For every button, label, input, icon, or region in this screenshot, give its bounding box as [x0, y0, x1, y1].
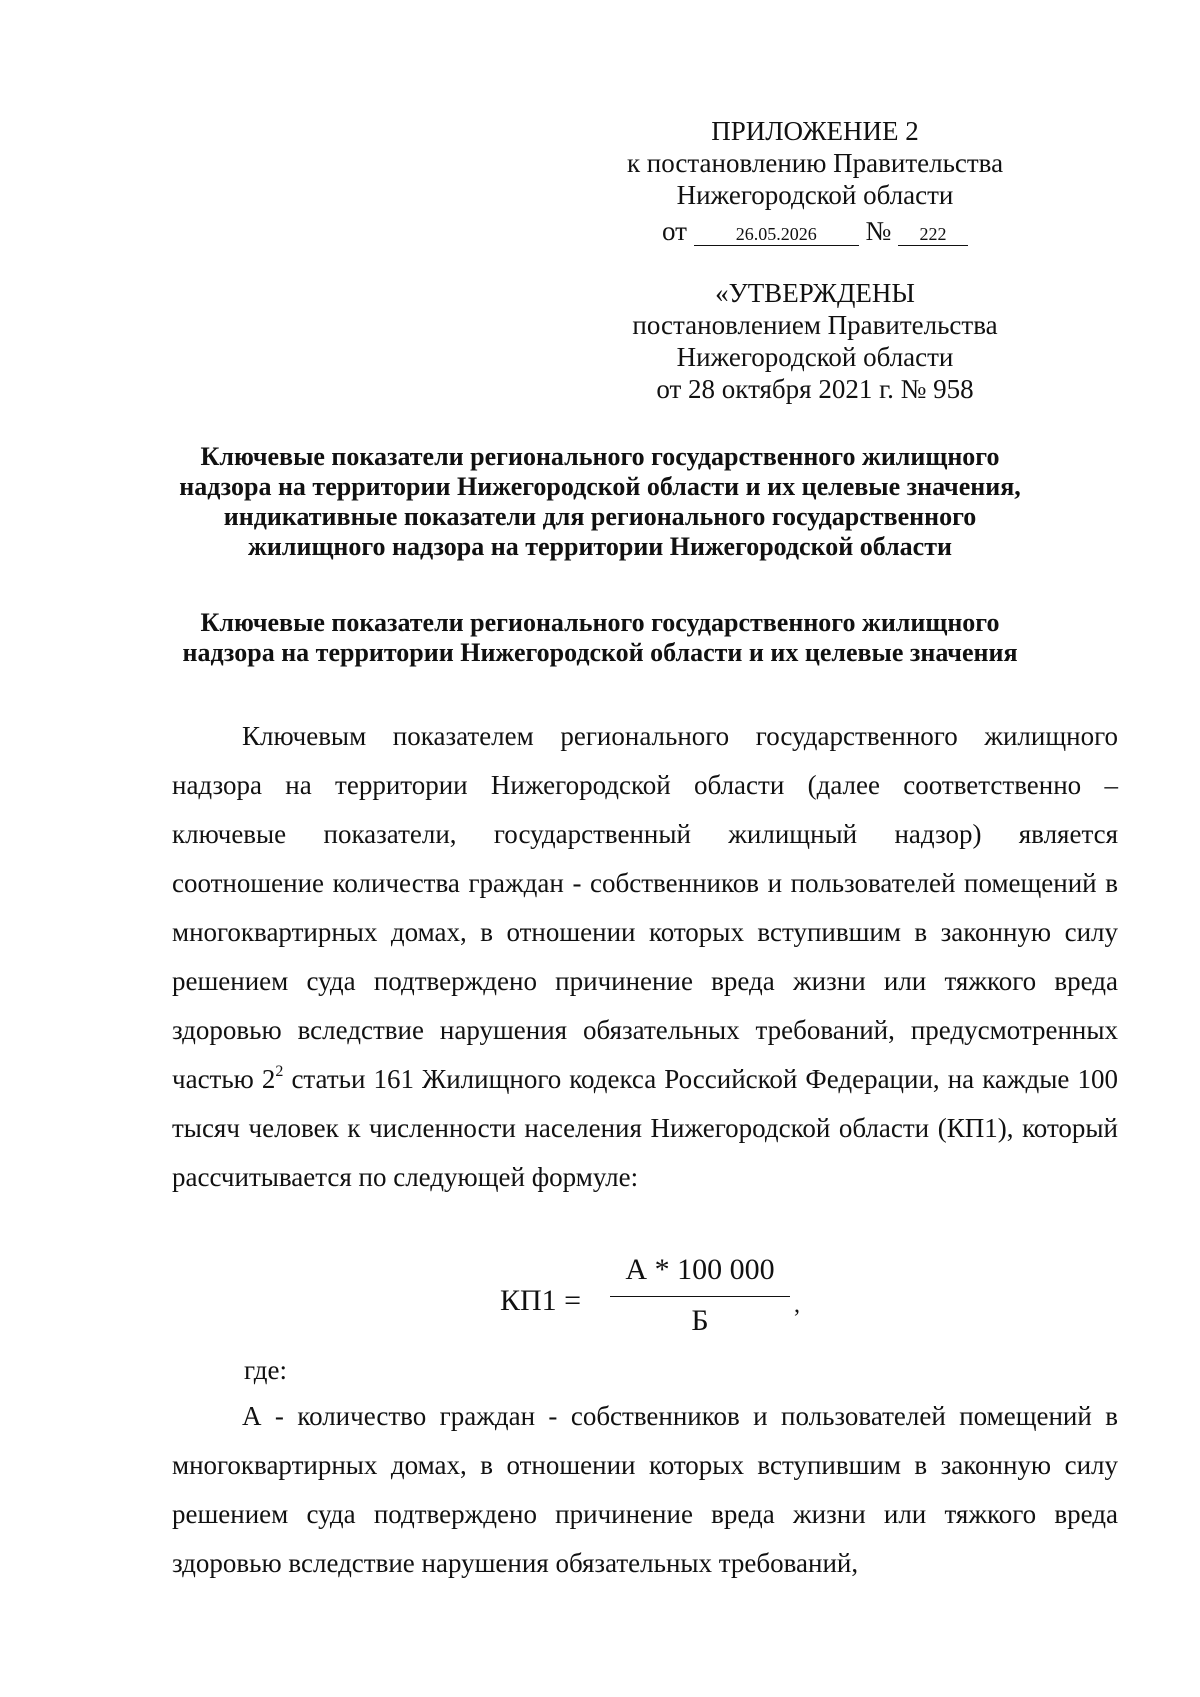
- paragraph-text: А - количество граждан - собственников и пользователей помещений в многоквартирных домах, в отношении которых вступившим в законную силу решением суда подтверждено причинение вреда жизни или тяжкого вреда здоровью вследствие нарушения обязательных требований,: [172, 1401, 1118, 1578]
- number-label: №: [865, 216, 892, 246]
- approved-ref-line: постановлением Правительства: [632, 310, 998, 340]
- title-line: надзора на территории Нижегородской области и их целевые значения,: [179, 472, 1021, 501]
- paragraph-text: [172, 712, 1118, 1202]
- approved-date-line: от 28 октября 2021 г. № 958: [656, 374, 974, 404]
- approved-region-line: Нижегородской области: [676, 342, 954, 372]
- title-line: жилищного надзора на территории Нижегородской области: [248, 532, 952, 561]
- body-paragraph-2: [172, 1392, 1118, 1588]
- superscript: 2: [275, 1063, 284, 1080]
- formula-lhs: КП1 =: [500, 1284, 582, 1317]
- title-line: индикативные показатели для регионального государственного: [223, 502, 977, 531]
- formula-fraction: [610, 1250, 790, 1341]
- section-heading-line: надзора на территории Нижегородской области и их целевые значения: [182, 638, 1018, 667]
- appendix-date-number-line: [580, 215, 1050, 247]
- appendix-ref-line: к постановлению Правительства: [626, 148, 1004, 178]
- decree-number-field: 222: [898, 223, 968, 246]
- where-label: где:: [244, 1355, 287, 1385]
- appendix-region-line: Нижегородской области: [676, 180, 954, 210]
- appendix-header: [580, 115, 1050, 247]
- paragraph-text-part: статьи 161 Жилищного кодекса Российской Федерации, на каждые 100 тысяч человек к численности населения Нижегородской области (КП1), который рассчитывается по следующей формуле:: [172, 1064, 1118, 1192]
- approved-block: [580, 277, 1050, 405]
- decree-date-field: 26.05.2026: [694, 223, 859, 246]
- from-label: от: [662, 216, 687, 246]
- formula-numerator: А * 100 000: [625, 1253, 775, 1286]
- section-heading: [150, 608, 1050, 668]
- approved-heading: «УТВЕРЖДЕНЫ: [715, 278, 915, 308]
- body-paragraph-1: [172, 712, 1118, 1202]
- fraction-bar: [610, 1296, 790, 1297]
- appendix-title: ПРИЛОЖЕНИЕ 2: [711, 116, 919, 146]
- section-heading-line: Ключевые показатели регионального государственного жилищного: [200, 608, 1000, 637]
- paragraph-text-part: Ключевым показателем регионального государственного жилищного надзора на территории Нижегородской области (далее соответственно – ключевые показатели, государственный жилищный надзор) является соотношение количества граждан - собственников и пользователей помещений в многоквартирных домах, в отношении которых вступившим в законную силу решением суда подтверждено причинение вреда жизни или тяжкого вреда здоровью вследствие нарушения обязательных требований, предусмотренных частью 2: [172, 721, 1118, 1094]
- document-title: [150, 442, 1050, 562]
- title-line: Ключевые показатели регионального государственного жилищного: [200, 442, 1000, 471]
- formula-trailing: ,: [794, 1292, 800, 1318]
- formula-denominator: Б: [691, 1304, 709, 1337]
